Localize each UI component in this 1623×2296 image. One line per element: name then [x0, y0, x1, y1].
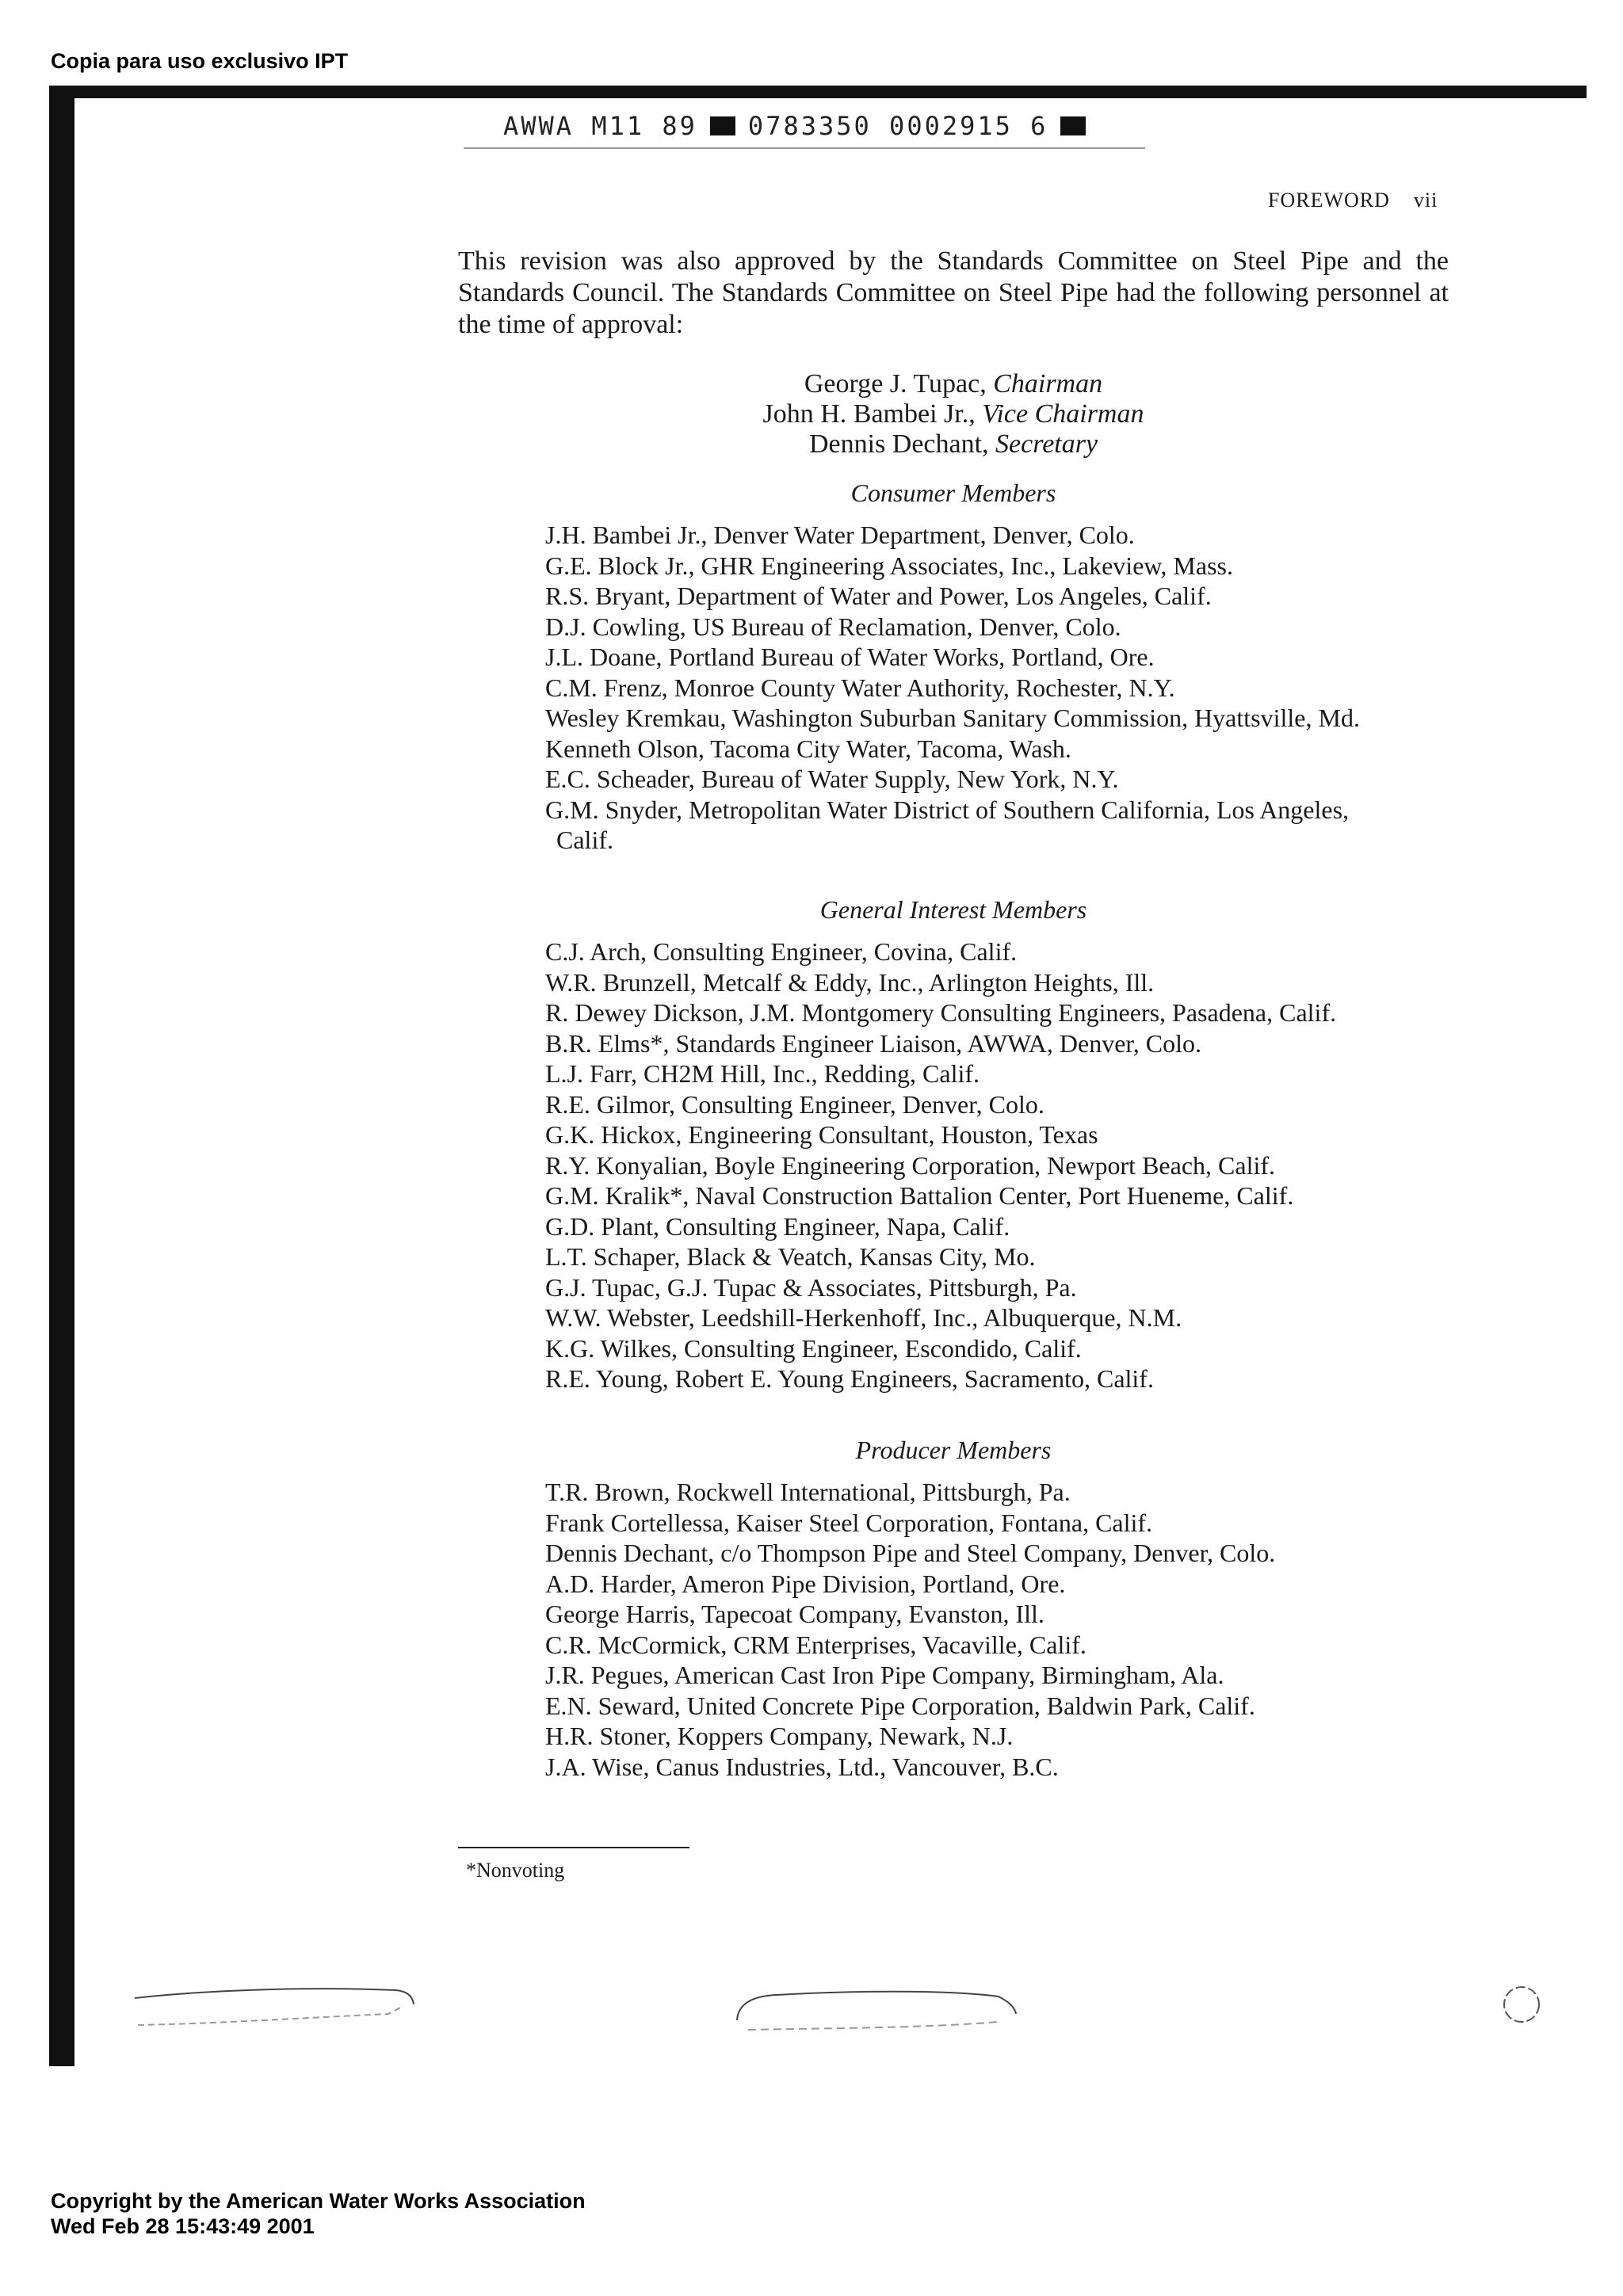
document-code-part1: AWWA M11 89 — [503, 111, 697, 141]
list-item: H.R. Stoner, Koppers Company, Newark, N.J. — [545, 1722, 1014, 1750]
list-item: C.R. McCormick, CRM Enterprises, Vacaville, Calif. — [545, 1630, 1086, 1659]
list-item: C.M. Frenz, Monroe County Water Authority, Rochester, N.Y. — [545, 673, 1175, 702]
document-code — [503, 111, 1086, 141]
list-item: G.M. Kralik*, Naval Construction Battalion Center, Port Hueneme, Calif. — [545, 1181, 1294, 1210]
list-item: D.J. Cowling, US Bureau of Reclamation, Denver, Colo. — [545, 612, 1121, 641]
list-item: E.C. Scheader, Bureau of Water Supply, New York, N.Y. — [545, 765, 1119, 793]
list-item: George Harris, Tapecoat Company, Evanston, Ill. — [545, 1600, 1044, 1628]
copyright-footer — [51, 2188, 586, 2239]
officers-list — [458, 369, 1449, 460]
list-item: A.D. Harder, Ameron Pipe Division, Portland, Ore. — [545, 1569, 1066, 1598]
barcode-block — [1060, 116, 1086, 135]
list-item: Kenneth Olson, Tacoma City Water, Tacoma, Wash. — [545, 734, 1071, 763]
list-item: T.R. Brown, Rockwell International, Pittsburgh, Pa. — [545, 1478, 1071, 1506]
list-item: K.G. Wilkes, Consulting Engineer, Escondido, Calif. — [545, 1333, 1082, 1363]
list-item: R.E. Gilmor, Consulting Engineer, Denver, Colo. — [545, 1089, 1044, 1119]
copyright-line: Copyright by the American Water Works Association — [51, 2189, 586, 2213]
consumer-members-list — [545, 520, 1465, 856]
list-item: E.N. Seward, United Concrete Pipe Corporation, Baldwin Park, Calif. — [545, 1691, 1255, 1720]
footnote-rule — [458, 1847, 689, 1848]
footnote: *Nonvoting — [466, 1859, 565, 1882]
scan-artifact-mark — [127, 1973, 420, 2036]
list-item: J.H. Bambei Jr., Denver Water Department, Denver, Colo. — [545, 521, 1135, 549]
list-item: B.R. Elms*, Standards Engineer Liaison, AWWA, Denver, Colo. — [545, 1028, 1202, 1058]
list-item: G.D. Plant, Consulting Engineer, Napa, Calif. — [545, 1211, 1010, 1241]
general-interest-members-list — [545, 936, 1465, 1394]
list-item: Wesley Kremkau, Washington Suburban Sanitary Commission, Hyattsville, Md. — [545, 704, 1360, 732]
timestamp-line: Wed Feb 28 15:43:49 2001 — [51, 2214, 315, 2238]
list-item: L.J. Farr, CH2M Hill, Inc., Redding, Calif. — [545, 1059, 980, 1088]
list-item: C.J. Arch, Consulting Engineer, Covina, Calif. — [545, 937, 1018, 966]
list-item: R. Dewey Dickson, J.M. Montgomery Consulting Engineers, Pasadena, Calif. — [545, 998, 1337, 1027]
header-rule — [464, 147, 1145, 149]
barcode-block — [710, 116, 735, 135]
list-item: W.W. Webster, Leedshill-Herkenhoff, Inc., Albuquerque, N.M. — [545, 1303, 1182, 1332]
list-item: J.R. Pegues, American Cast Iron Pipe Company, Birmingham, Ala. — [545, 1661, 1224, 1689]
list-item: R.E. Young, Robert E. Young Engineers, Sacramento, Calif. — [545, 1364, 1154, 1393]
officer-vice-chairman: John H. Bambei Jr., Vice Chairman — [762, 399, 1144, 429]
list-item: W.R. Brunzell, Metcalf & Eddy, Inc., Arlington Heights, Ill. — [545, 967, 1155, 997]
document-code-part2: 0783350 0002915 6 — [747, 111, 1048, 141]
list-item: G.K. Hickox, Engineering Consultant, Houston, Texas — [545, 1120, 1098, 1149]
scan-artifact-mark — [729, 1973, 1022, 2036]
list-item: G.M. Snyder, Metropolitan Water District of Southern California, Los Angeles, — [545, 795, 1350, 824]
general-interest-members-heading: General Interest Members — [819, 895, 1087, 924]
producer-members-list — [545, 1477, 1465, 1782]
running-head-label: FOREWORD — [1268, 189, 1390, 212]
list-item: Dennis Dechant, c/o Thompson Pipe and Steel Company, Denver, Colo. — [545, 1539, 1276, 1567]
scan-artifact-mark — [1498, 1981, 1545, 2028]
list-item-continuation: Calif. — [556, 826, 613, 854]
list-item: R.S. Bryant, Department of Water and Power, Los Angeles, Calif. — [545, 582, 1212, 610]
list-item: J.A. Wise, Canus Industries, Ltd., Vancouver, B.C. — [545, 1752, 1059, 1781]
list-item: G.E. Block Jr., GHR Engineering Associates, Inc., Lakeview, Mass. — [545, 551, 1233, 580]
intro-paragraph: This revision was also approved by the Standards Committee on Steel Pipe and the Standards Council. The Standards Committee on Steel Pipe had the following personnel at the time of approval: — [458, 246, 1449, 339]
list-item: Frank Cortellessa, Kaiser Steel Corporation, Fontana, Calif. — [545, 1508, 1153, 1537]
consumer-members-heading: Consumer Members — [850, 479, 1056, 507]
list-item: L.T. Schaper, Black & Veatch, Kansas City, Mo. — [545, 1242, 1036, 1271]
list-item: G.J. Tupac, G.J. Tupac & Associates, Pittsburgh, Pa. — [545, 1272, 1077, 1302]
list-item: R.Y. Konyalian, Boyle Engineering Corporation, Newport Beach, Calif. — [545, 1150, 1275, 1180]
list-item: J.L. Doane, Portland Bureau of Water Works, Portland, Ore. — [545, 643, 1155, 671]
page-number: vii — [1413, 189, 1438, 212]
watermark-top: Copia para uso exclusivo IPT — [51, 49, 349, 73]
officer-chairman: George J. Tupac, Chairman — [804, 369, 1103, 399]
officer-secretary: Dennis Dechant, Secretary — [808, 429, 1098, 459]
scan-border-left — [49, 86, 74, 2066]
running-head — [1268, 189, 1438, 212]
producer-members-heading: Producer Members — [855, 1436, 1052, 1464]
scan-border-top — [49, 86, 1587, 98]
